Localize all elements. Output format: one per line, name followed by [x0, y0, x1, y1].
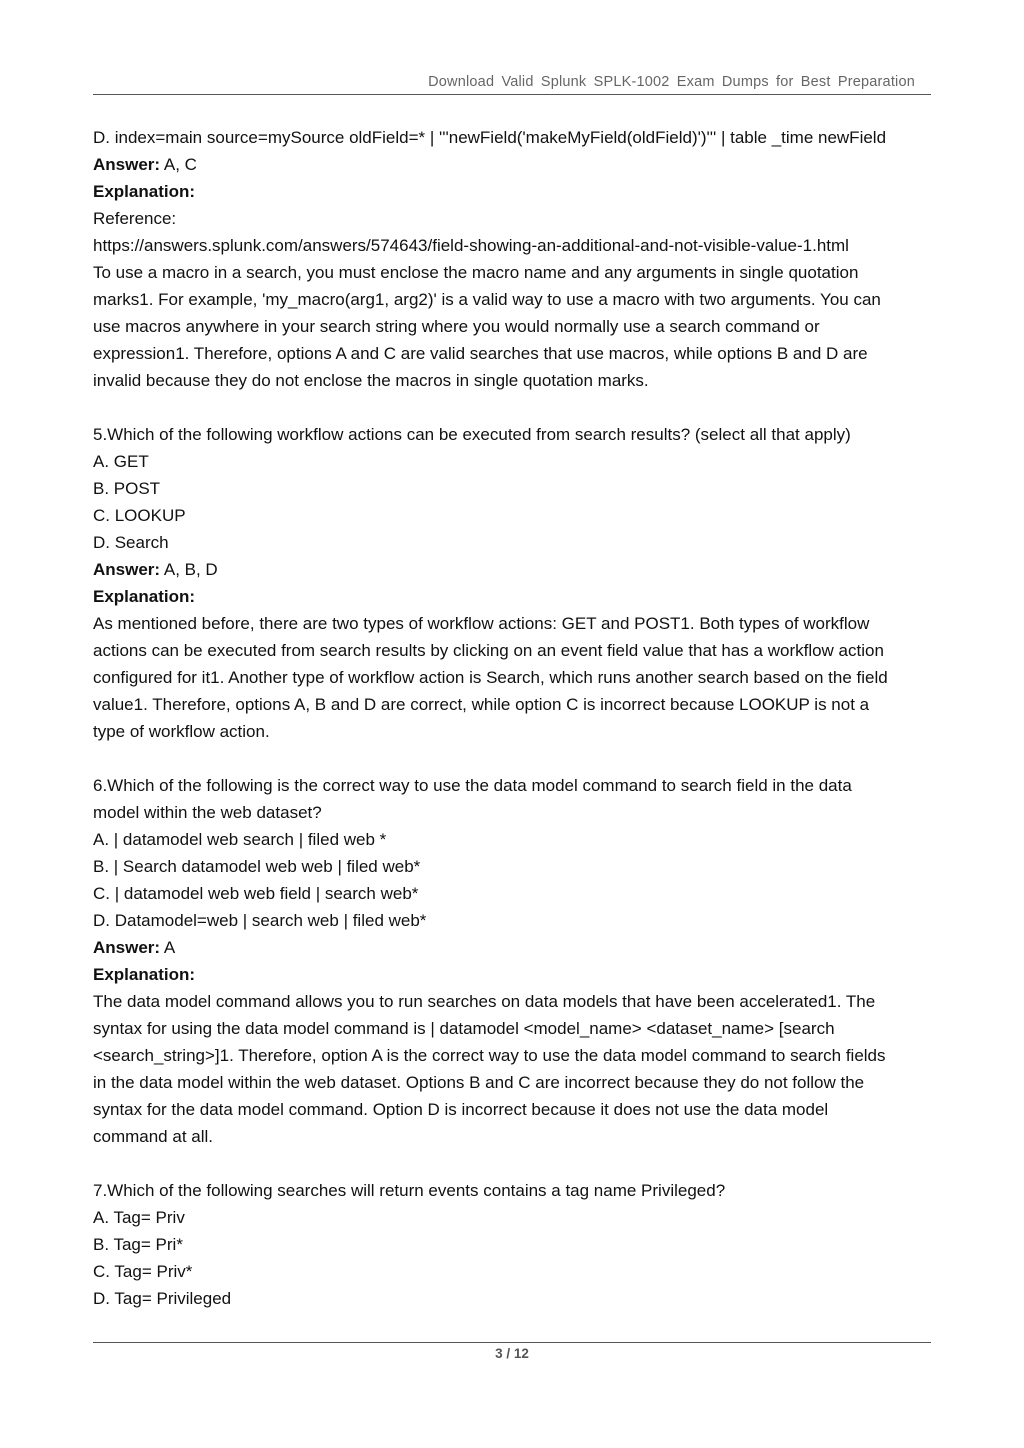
q7-option: B. Tag= Pri* — [93, 1235, 183, 1254]
q4-explanation-line: use macros anywhere in your search string where you would normally use a search command or — [93, 317, 820, 336]
q6-option: C. | datamodel web web field | search web* — [93, 884, 419, 903]
q4-explanation-line: expression1. Therefore, options A and C are valid searches that use macros, while options B and D are — [93, 344, 868, 363]
spacer — [93, 394, 938, 421]
q6-question-line: model within the web dataset? — [93, 803, 322, 822]
page-header — [93, 72, 931, 95]
q7-option: A. Tag= Priv — [93, 1208, 185, 1227]
q5-explanation-line: As mentioned before, there are two types of workflow actions: GET and POST1. Both types of workflow — [93, 614, 870, 633]
q6-answer-value: A — [160, 938, 176, 957]
q5-answer-value: A, B, D — [160, 560, 218, 579]
q5-explanation-line: value1. Therefore, options A, B and D are correct, while option C is incorrect because LOOKUP is not a — [93, 695, 870, 714]
q7-option: D. Tag= Privileged — [93, 1289, 232, 1308]
q5-option: D. Search — [93, 533, 169, 552]
q6-answer — [93, 934, 938, 961]
q5-answer-label: Answer: — [93, 560, 161, 579]
spacer — [93, 1150, 938, 1177]
q6-explanation-line: <search_string>]1. Therefore, option A is the correct way to use the data model command to search fields — [93, 1046, 886, 1065]
q6-option: A. | datamodel web search | filed web * — [93, 830, 387, 849]
q4-explanation-line: invalid because they do not enclose the macros in single quotation marks. — [93, 371, 649, 390]
q6-explanation-line: command at all. — [93, 1127, 213, 1146]
q7-question: 7.Which of the following searches will return events contains a tag name Privileged? — [93, 1181, 726, 1200]
q4-answer-label: Answer: — [93, 155, 161, 174]
q6-explanation-label: Explanation: — [93, 965, 196, 984]
q4-explanation-label: Explanation: — [93, 182, 196, 201]
q5-explanation-line: actions can be executed from search results by clicking on an event field value that has a workflow action — [93, 641, 884, 660]
q7-option: C. Tag= Priv* — [93, 1262, 193, 1281]
spacer — [93, 745, 938, 772]
q5-question: 5.Which of the following workflow actions can be executed from search results? (select all that apply) — [93, 425, 851, 444]
q6-answer-label: Answer: — [93, 938, 161, 957]
q5-option: B. POST — [93, 479, 161, 498]
q4-reference-url: https://answers.splunk.com/answers/574643/field-showing-an-additional-and-not-visible-value-1.html — [93, 236, 849, 255]
q4-reference-label: Reference: — [93, 209, 177, 228]
page-content — [93, 124, 938, 1312]
q6-explanation-line: syntax for using the data model command is | datamodel <model_name> <dataset_name> [search — [93, 1019, 835, 1038]
header-title: Download Valid Splunk SPLK-1002 Exam Dumps for Best Preparation — [428, 74, 915, 90]
q6-explanation-line: The data model command allows you to run searches on data models that have been accelerated1. The — [93, 992, 876, 1011]
q6-explanation-line: syntax for the data model command. Option D is incorrect because it does not use the data model — [93, 1100, 829, 1119]
q4-answer — [93, 151, 938, 178]
q5-option: A. GET — [93, 452, 149, 471]
page-number: 3 / 12 — [495, 1346, 529, 1361]
q6-explanation-line: in the data model within the web dataset. Options B and C are incorrect because they do not follow the — [93, 1073, 865, 1092]
q5-answer — [93, 556, 938, 583]
q4-option-d: D. index=main source=mySource oldField=* | '''newField('makeMyField(oldField)')''' | table _time newField — [93, 128, 887, 147]
q6-option: B. | Search datamodel web web | filed web* — [93, 857, 421, 876]
q5-explanation-line: type of workflow action. — [93, 722, 270, 741]
footer-divider — [93, 1342, 931, 1343]
q4-explanation-line: To use a macro in a search, you must enclose the macro name and any arguments in single quotation — [93, 263, 859, 282]
q4-answer-value: A, C — [160, 155, 197, 174]
q5-option: C. LOOKUP — [93, 506, 186, 525]
q6-question-line: 6.Which of the following is the correct way to use the data model command to search field in the data — [93, 776, 852, 795]
q5-explanation-line: configured for it1. Another type of workflow action is Search, which runs another search based on the field — [93, 668, 888, 687]
q6-option: D. Datamodel=web | search web | filed web* — [93, 911, 427, 930]
q5-explanation-label: Explanation: — [93, 587, 196, 606]
q4-explanation-line: marks1. For example, 'my_macro(arg1, arg2)' is a valid way to use a macro with two arguments. You can — [93, 290, 881, 309]
